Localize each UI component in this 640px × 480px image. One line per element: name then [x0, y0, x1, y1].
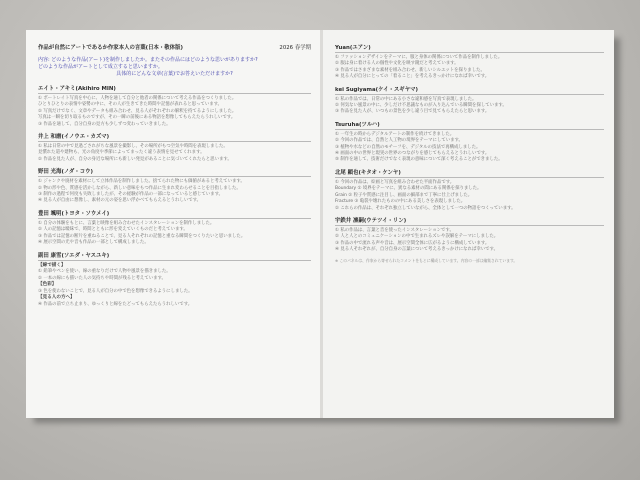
statement-line: ④ 作品の前で立ち止まり、ゆっくりと線をたどってもらえたらうれしいです。: [38, 301, 193, 307]
panel-header: [38, 43, 311, 51]
statement-line: ② 物の形や色、質感を活かしながら、新しい意味をもつ作品に生まれ変わらせることを目指しました。: [38, 185, 241, 191]
statement-line: ③ 植物や水などの自然のモチーフを、デジタルの技法で再構成しました。: [335, 144, 481, 150]
statement-line: ① ファッションデザインをテーマに、服と身体の関係について作品を制作しました。: [335, 55, 503, 60]
question-line: 内容: どのような作品(アート)を制作しましたか。またその作品にはどのような思いがありますか?: [38, 57, 258, 63]
artist-name: 井上 和磨(イノウエ・カズマ): [38, 134, 110, 141]
panel-title: 作品が自然にアートであるか作家本人の言葉(日本・敬体版): [38, 45, 183, 51]
statement-line: ⑤ 制作を通して、技術だけでなく表現の意味について深く考えることができました。: [335, 157, 503, 163]
divider: [335, 177, 604, 178]
artist-section: [38, 84, 311, 128]
artist-section: [38, 209, 311, 247]
question-line: どのような作品がアートとして成立すると思いますか。: [38, 64, 163, 70]
question-line: 具体的にどんな文章(言葉)でお答えいただけますか?: [116, 71, 233, 77]
divider: [38, 141, 311, 142]
right-artist-sections: [335, 43, 604, 254]
statement-line: ② 今回の作品では、自然と人工物の境界をテーマにしています。: [335, 138, 463, 144]
divider: [335, 129, 604, 130]
divider: [38, 218, 311, 219]
artist-name: Yuan(ユアン): [335, 45, 371, 51]
statement-line: ③ 作品を通して、自分自身の見方も少しずつ変わっていきました。: [38, 121, 171, 127]
statement-line: ① 鉛筆やペンを使い、線の重なりだけで人物や風景を描きました。: [38, 269, 171, 275]
statement-line: ② 写真だけでなく、文章やデータも組み合わせ、見る人がそれぞれの解釈を持てるようにしました。: [38, 108, 237, 114]
statement-line: ③ 作品では記憶の断片を重ねることで、見る人それぞれの記憶と重なる瞬間をつくりたいと思いました。: [38, 233, 246, 239]
statement-line: ④ 見る人が自分にとっての「着ること」を考えるきっかけになれば幸いです。: [335, 74, 490, 80]
divider: [335, 52, 604, 53]
statement-line: ④ 見る人それぞれが、自分自身の言葉について考えるきっかけになれば幸いです。: [335, 247, 498, 253]
divider: [335, 94, 604, 95]
statement-line: ④ 見る人が自由に想像し、素材の元の姿を思い浮かべてもらえるとうれしいです。: [38, 198, 202, 204]
statement-line: ④ 展示空間の光や音も作品の一部として構成しました。: [38, 240, 149, 246]
statement-line: 写真は一瞬を切り取るものですが、その一瞬の前後にある物語を想像してもらえたらうれしいです。: [38, 115, 236, 121]
left-artist-sections: [38, 84, 311, 308]
statement-line: ① 私の作品は、言葉と音を使ったインスタレーションです。: [335, 227, 454, 233]
statement-line: ③ 制作の過程で何度も失敗しましたが、その経験が作品の一部になっていると感じています。: [38, 192, 223, 198]
statement-line: ① 今回の作品は、絵画と写真を組み合わせた平面作品です。: [335, 179, 455, 185]
statement-line: ひとりひとりの表情や姿勢の中に、その人が生きてきた時間や記憶が表れると思っています。: [38, 102, 223, 108]
statement-line: ② 一本の線にも描いた人の気持ちや時間が残ると考えています。: [38, 275, 166, 281]
statement-line: ③ 作品を見た人が、いつもの景色を少し違う目で見てもらえたらと思います。: [335, 109, 490, 115]
statement-line: Grain ② 粒子や質感に注目し、画面の細部まで丁寧に仕上げました。: [335, 192, 473, 198]
artist-section: [38, 132, 311, 163]
artist-name: 副田 康雪(ソエダ・ヤスユキ): [38, 252, 110, 259]
statement-line: ① 私の作品では、日常の中にある小さな違和感を写真で表現しました。: [335, 96, 477, 102]
statement-line: ② これらの作品は、それぞれ独立していながら、全体として一つの物語をつくっています。: [335, 205, 516, 211]
statement-line: ② 作品を見た人が、自分の身近な場所にも新しい発見があることに気づいてくれたらと思います。: [38, 156, 232, 162]
left-text-panel: [26, 30, 321, 418]
footnote: ※ このパネルは、作家から寄せられたコメントをもとに構成しています。内容の一部は編集されています。: [335, 257, 518, 263]
subheading: 【線で描く】: [38, 262, 66, 268]
right-text-panel: [323, 30, 614, 418]
artist-name: 豊田 颯明(トヨタ・ソウメイ): [38, 210, 110, 217]
subheading: 【色彩】: [38, 281, 57, 287]
divider: [38, 176, 311, 177]
statement-line: 見慣れた道や建物も、光の角度や季節によってまったく違う表情を見せてくれます。: [38, 150, 205, 156]
subheading: 【見る人の方へ】: [38, 294, 75, 300]
statement-line: ③ 色を使わないことで、見る人が自分の中で色を想像できるようにしました。: [38, 288, 193, 294]
question-block: [38, 57, 311, 78]
panel-year: 2026 春学期: [279, 45, 311, 51]
artist-name: エイト・アキミ(Akihiro MIN): [38, 86, 116, 92]
statement-line: ② 何気ない風景の中に、少しだけ不思議なものが入り込んでいる瞬間を探しています。: [335, 103, 507, 109]
artist-section: [335, 43, 604, 81]
statement-line: ④ 画面の中の世界と現実の世界のつながりを感じてもらえるとうれしいです。: [335, 151, 490, 157]
artist-name: 野田 光海(ノダ・コウ): [38, 169, 93, 176]
statement-line: ② 服は身に着ける人の個性や文化を映す鏡だと考えています。: [335, 61, 459, 67]
statement-line: ① 自分の体験をもとに、言葉と映像を組み合わせたインスタレーションを制作しました。: [38, 220, 215, 226]
artist-section: [335, 168, 604, 212]
divider: [38, 93, 311, 94]
statement-line: ③ 作品ではさまざまな素材を組み合わせ、新しいシルエットを探りました。: [335, 67, 485, 73]
artist-section: [335, 216, 604, 254]
artist-name: kei Sugiyama(ケイ・スギヤマ): [335, 86, 418, 93]
divider: [335, 225, 604, 226]
artist-name: Tsuruha(ツルハ): [335, 121, 380, 128]
statement-line: ② 人と人とのコミュニケーションの中で生まれるズレや誤解をテーマにしました。: [335, 234, 499, 240]
statement-line: ② 人の記憶は曖昧で、時間とともに形を変えていくものだと考えています。: [38, 227, 188, 233]
artist-section: [38, 251, 311, 308]
statement-line: ① 私は日常の中で見過ごされがちな風景を撮影し、その場所がもつ空気や時間を表現しました。: [38, 144, 228, 150]
statement-line: Boundary ① 境界をテーマに、異なる素材の間にある関係を探りました。: [335, 186, 482, 192]
statement-line: ① ジャンクや廃材を素材にして立体作品を制作しました。捨てられた物にも価値があると考えています。: [38, 179, 245, 185]
statement-line: ① ポートレイト写真を中心に、人物を通して自分と他者の関係について考える作品をつくりました。: [38, 96, 237, 101]
artist-section: [335, 85, 604, 116]
statement-line: ① 一年生の時からデジタルアートの制作を続けてきました。: [335, 131, 455, 137]
divider: [38, 260, 311, 261]
statement-line: ③ 作品の中で流れる声や音は、展示空間全体に広がるように構成しています。: [335, 240, 490, 246]
artist-name: 北尾 顕也(キタオ・ケンヤ): [335, 169, 401, 176]
statement-line: Fracture ③ 亀裂や壊れたものの中にある美しさを表現しました。: [335, 199, 466, 205]
artist-section: [38, 167, 311, 205]
artist-name: 宇鉄井 凛嗣(ウテツイ・リン): [335, 217, 407, 224]
artist-section: [335, 120, 604, 164]
